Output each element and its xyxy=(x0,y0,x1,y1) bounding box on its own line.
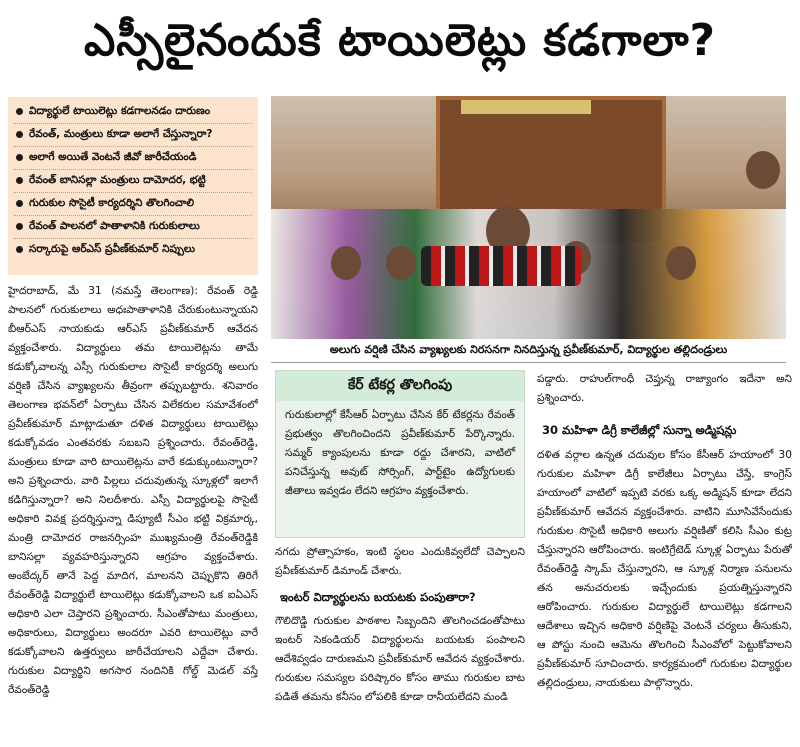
article-column-3-continued xyxy=(537,446,792,744)
bullet-icon xyxy=(16,223,23,230)
article-text: దళిత వర్గాల ఉన్నత చదువుల కోసం కేసీఆర్ హయాంలో 30 గురుకుల మహిళా డిగ్రీ కాలేజీలు ఏర్పాటు చేస్తే, కాంగ్రెస్ హయాంలో వాటిలో ఇప్పటి వరకు ఒక్క అడ్మిషన్ కూడా లేదని ప్రవీణ్‌కుమార్ ఆవేదన వ్యక్తంచేశారు. వాటిని మూసివేసేందుకు గురుకుల సొసైటీ అధికారి అలుగు వర్షిణితో కలిసి సీఎం కుట్ర చేస్తున్నారని ఆరోపించారు. ఇంటిగ్రేటెడ్ స్కూళ్ల ఏర్పాటు పేరుతో రేవంత్‌రెడ్డి స్కామ్ చేస్తున్నారని, ఆ స్కూళ్ల నిర్మాణ పనులను తన అనుచరులకు ఇచ్చేందుకు ప్రయత్నిస్తున్నారని ఆరోపించారు. గురుకుల విద్యార్థులే టాయిలెట్లు కడగాలని ఆదేశాలు ఇచ్చిన అధికారి వర్షిణిపై వెంటనే చర్యలు తీసుకుని, ఆ పోస్టు నుంచి ఆమెను తొలగించి సీఎంవోలో పెట్టుకోవాలని ప్రవీణ్‌కుమార్ సూచించారు. కార్యక్రమంలో గురుకుల విద్యార్థుల తల్లిదండ్రులు, నాయకులు పాల్గొన్నారు. xyxy=(537,449,792,689)
bullet-icon xyxy=(16,177,23,184)
highlight-item xyxy=(14,147,252,170)
highlight-item xyxy=(14,216,252,239)
highlight-text: అలాగే అయితే వెంటనే జీవో జారీచేయండి xyxy=(29,151,197,163)
protest-photo xyxy=(271,96,786,339)
highlights-box xyxy=(8,97,258,275)
bullet-icon xyxy=(16,131,23,138)
highlight-text: రేవంత్, మంత్రులు కూడా అలాగే చేస్తున్నారా? xyxy=(29,128,213,140)
box-text: గురుకులాల్లో కేసీఆర్ ఏర్పాటు చేసిన కేర్ టేకర్లను రేవంత్ ప్రభుత్వం తొలగించిందని ప్రవీణ్‌కుమార్ పేర్కొన్నారు. సమ్మర్ క్యాంపులను కూడా రద్దు చేశారని, వాటిలో పనిచేస్తున్న అవుట్ సోర్సింగ్, పార్ట్‌టైం ఉద్యోగులకు జీతాలు ఇవ్వడం లేదని ఆగ్రహం వ్యక్తంచేశారు. xyxy=(285,409,515,497)
highlight-text: గురుకుల సొసైటీ కార్యదర్శిని తొలగించాలి xyxy=(29,197,195,209)
subheading: 30 మహిళా డిగ్రీ కాలేజీల్లో సున్నా అడ్మిషన్లు xyxy=(542,423,737,437)
article-column-1 xyxy=(8,282,258,742)
article-column-2 xyxy=(275,543,525,583)
highlight-item xyxy=(14,170,252,193)
headline: ఎస్సీలైనందుకే టాయిలెట్లు కడగాలా? xyxy=(83,15,717,66)
highlight-text: రేవంత్ బానిసల్లా మంత్రులు దామోదర, భట్టి xyxy=(29,174,206,186)
bullet-icon xyxy=(16,200,23,207)
highlight-item xyxy=(14,193,252,216)
article-text: నగదు ప్రోత్సాహకం, ఇంటి స్థలం ఎందుకివ్వలేదో చెప్పాలని ప్రవీణ్‌కుమార్ డిమాండ్ చేశారు. xyxy=(275,546,525,577)
bullet-icon xyxy=(16,154,23,161)
article-text: హైదరాబాద్, మే 31 (నమస్తే తెలంగాణ): రేవంత్ రెడ్డి పాలనలో గురుకులాలు అధఃపాతాళానికి చేరుకుంటున్నాయని బీఆర్ఎస్ నాయకుడు ఆర్ఎస్ ప్రవీణ్‌కుమార్ ఆవేదన వ్యక్తంచేశారు. విద్యార్థులు తమ టాయిలెట్లను తామే కడుక్కోవాలన్న ఎస్సీ గురుకులాల సొసైటీ కార్యదర్శి అలుగు వర్షిణి చేసిన వ్యాఖ్యలను తీవ్రంగా తప్పుబట్టారు. శనివారం తెలంగాణ భవన్‌లో ఏర్పాటు చేసిన విలేకరుల సమావేశంలో ప్రవీణ్‌కుమార్ మాట్లాడుతూ దళిత విద్యార్థులు టాయిలెట్లు కడుక్కోవడం ఎంతవరకు సబబని ప్రశ్నించారు. రేవంత్‌రెడ్డి, మంత్రులు కూడా వారి టాయిలెట్లను వారే కడుక్కుంటున్నారా? అని ప్రశ్నించారు. వారి పిల్లలు చదువుతున్న స్కూళ్లలో ఇలాగే కడిగిస్తున్నారా? అని నిలదీశారు. ఎస్సీ విద్యార్థులపై సొసైటీ అధికారి వివక్ష ప్రదర్శిస్తున్నా డిప్యూటీ సీఎం భట్టి విక్రమార్క, మంత్రి దామోదర రాజనర్సింహ ముఖ్యమంత్రి రేవంత్‌రెడ్డికి బానిసల్లా వ్యవహరిస్తున్నారని ఆగ్రహం వ్యక్తంచేశారు. అంబేద్కర్ తానే పెద్ద మాదిగ, మాలనని చెప్పుకొని తిరిగే రేవంత్‌రెడ్డి విద్యార్థులే టాయిలెట్లు కడుక్కోవాలని ఒక ఐఏఎస్ అధికారి ఎలా చెప్తారని ప్రశ్నించారు. సీఎంతోపాటు మంత్రులు, అధికారులు, విద్యార్థులు అందరూ ఎవరి టాయిలెట్లు వారే కడుక్కోవాలని ఉత్తర్వులు జారీచేయాలని ఎద్దేవా చేశారు. గురుకుల విద్యార్థిని అగసార నందినికి గోల్డ్ మెడల్ వస్తే రేవంత్‌రెడ్డి xyxy=(8,285,258,696)
bullet-icon xyxy=(16,246,23,253)
microphones xyxy=(421,246,581,286)
article-text: గౌలిదొడ్డి గురుకుల పాఠశాల సిబ్బందిని తొలగించడంతోపాటు ఇంటర్ సెకండియర్ విద్యార్థులను బయటకు పంపాలని ఆదేశివ్వడం దారుణమని ప్రవీణ్‌కుమార్ ఆవేదన వ్యక్తంచేశారు. గురుకుల సమస్యల పరిష్కారం కోసం తాము గురుకుల బాట పడితే తమను కనీసం లోపలికి కూడా రానీయలేదని మండి xyxy=(275,615,525,703)
article-column-3 xyxy=(537,370,792,410)
photo-caption: అలుగు వర్షిణి చేసిన వ్యాఖ్యలకు నిరసనగా నినదిస్తున్న ప్రవీణ్‌కుమార్, విద్యార్థుల తల్లిదండ్రులు xyxy=(271,340,786,363)
caretaker-box xyxy=(275,370,525,538)
highlight-text: రేవంత్ పాలనలో పాతాళానికి గురుకులాలు xyxy=(29,220,200,232)
person-head xyxy=(666,246,696,280)
person-head xyxy=(331,246,361,280)
highlight-item xyxy=(14,101,252,124)
article-column-2-continued xyxy=(275,612,525,744)
bullet-icon xyxy=(16,108,23,115)
highlight-item xyxy=(14,239,252,261)
nameplate xyxy=(461,100,591,114)
article-text: పడ్డారు. రాహుల్‌గాంధీ చెప్తున్న రాజ్యాంగం ఇదేనా అని ప్రశ్నించారు. xyxy=(537,373,792,404)
highlight-item xyxy=(14,124,252,147)
box-title: కేర్ టేకర్ల తొలగింపు xyxy=(276,371,524,401)
person-head xyxy=(746,151,780,189)
highlight-text: విద్యార్థులే టాయిలెట్లు కడగాలనడం దారుణం xyxy=(29,105,211,117)
subheading: ఇంటర్ విద్యార్థులను బయటకు పంపుతారా? xyxy=(280,590,476,604)
highlight-text: సర్కారుపై ఆర్ఎస్ ప్రవీణ్‌కుమార్ నిప్పులు xyxy=(29,243,195,255)
person-head xyxy=(386,246,416,280)
